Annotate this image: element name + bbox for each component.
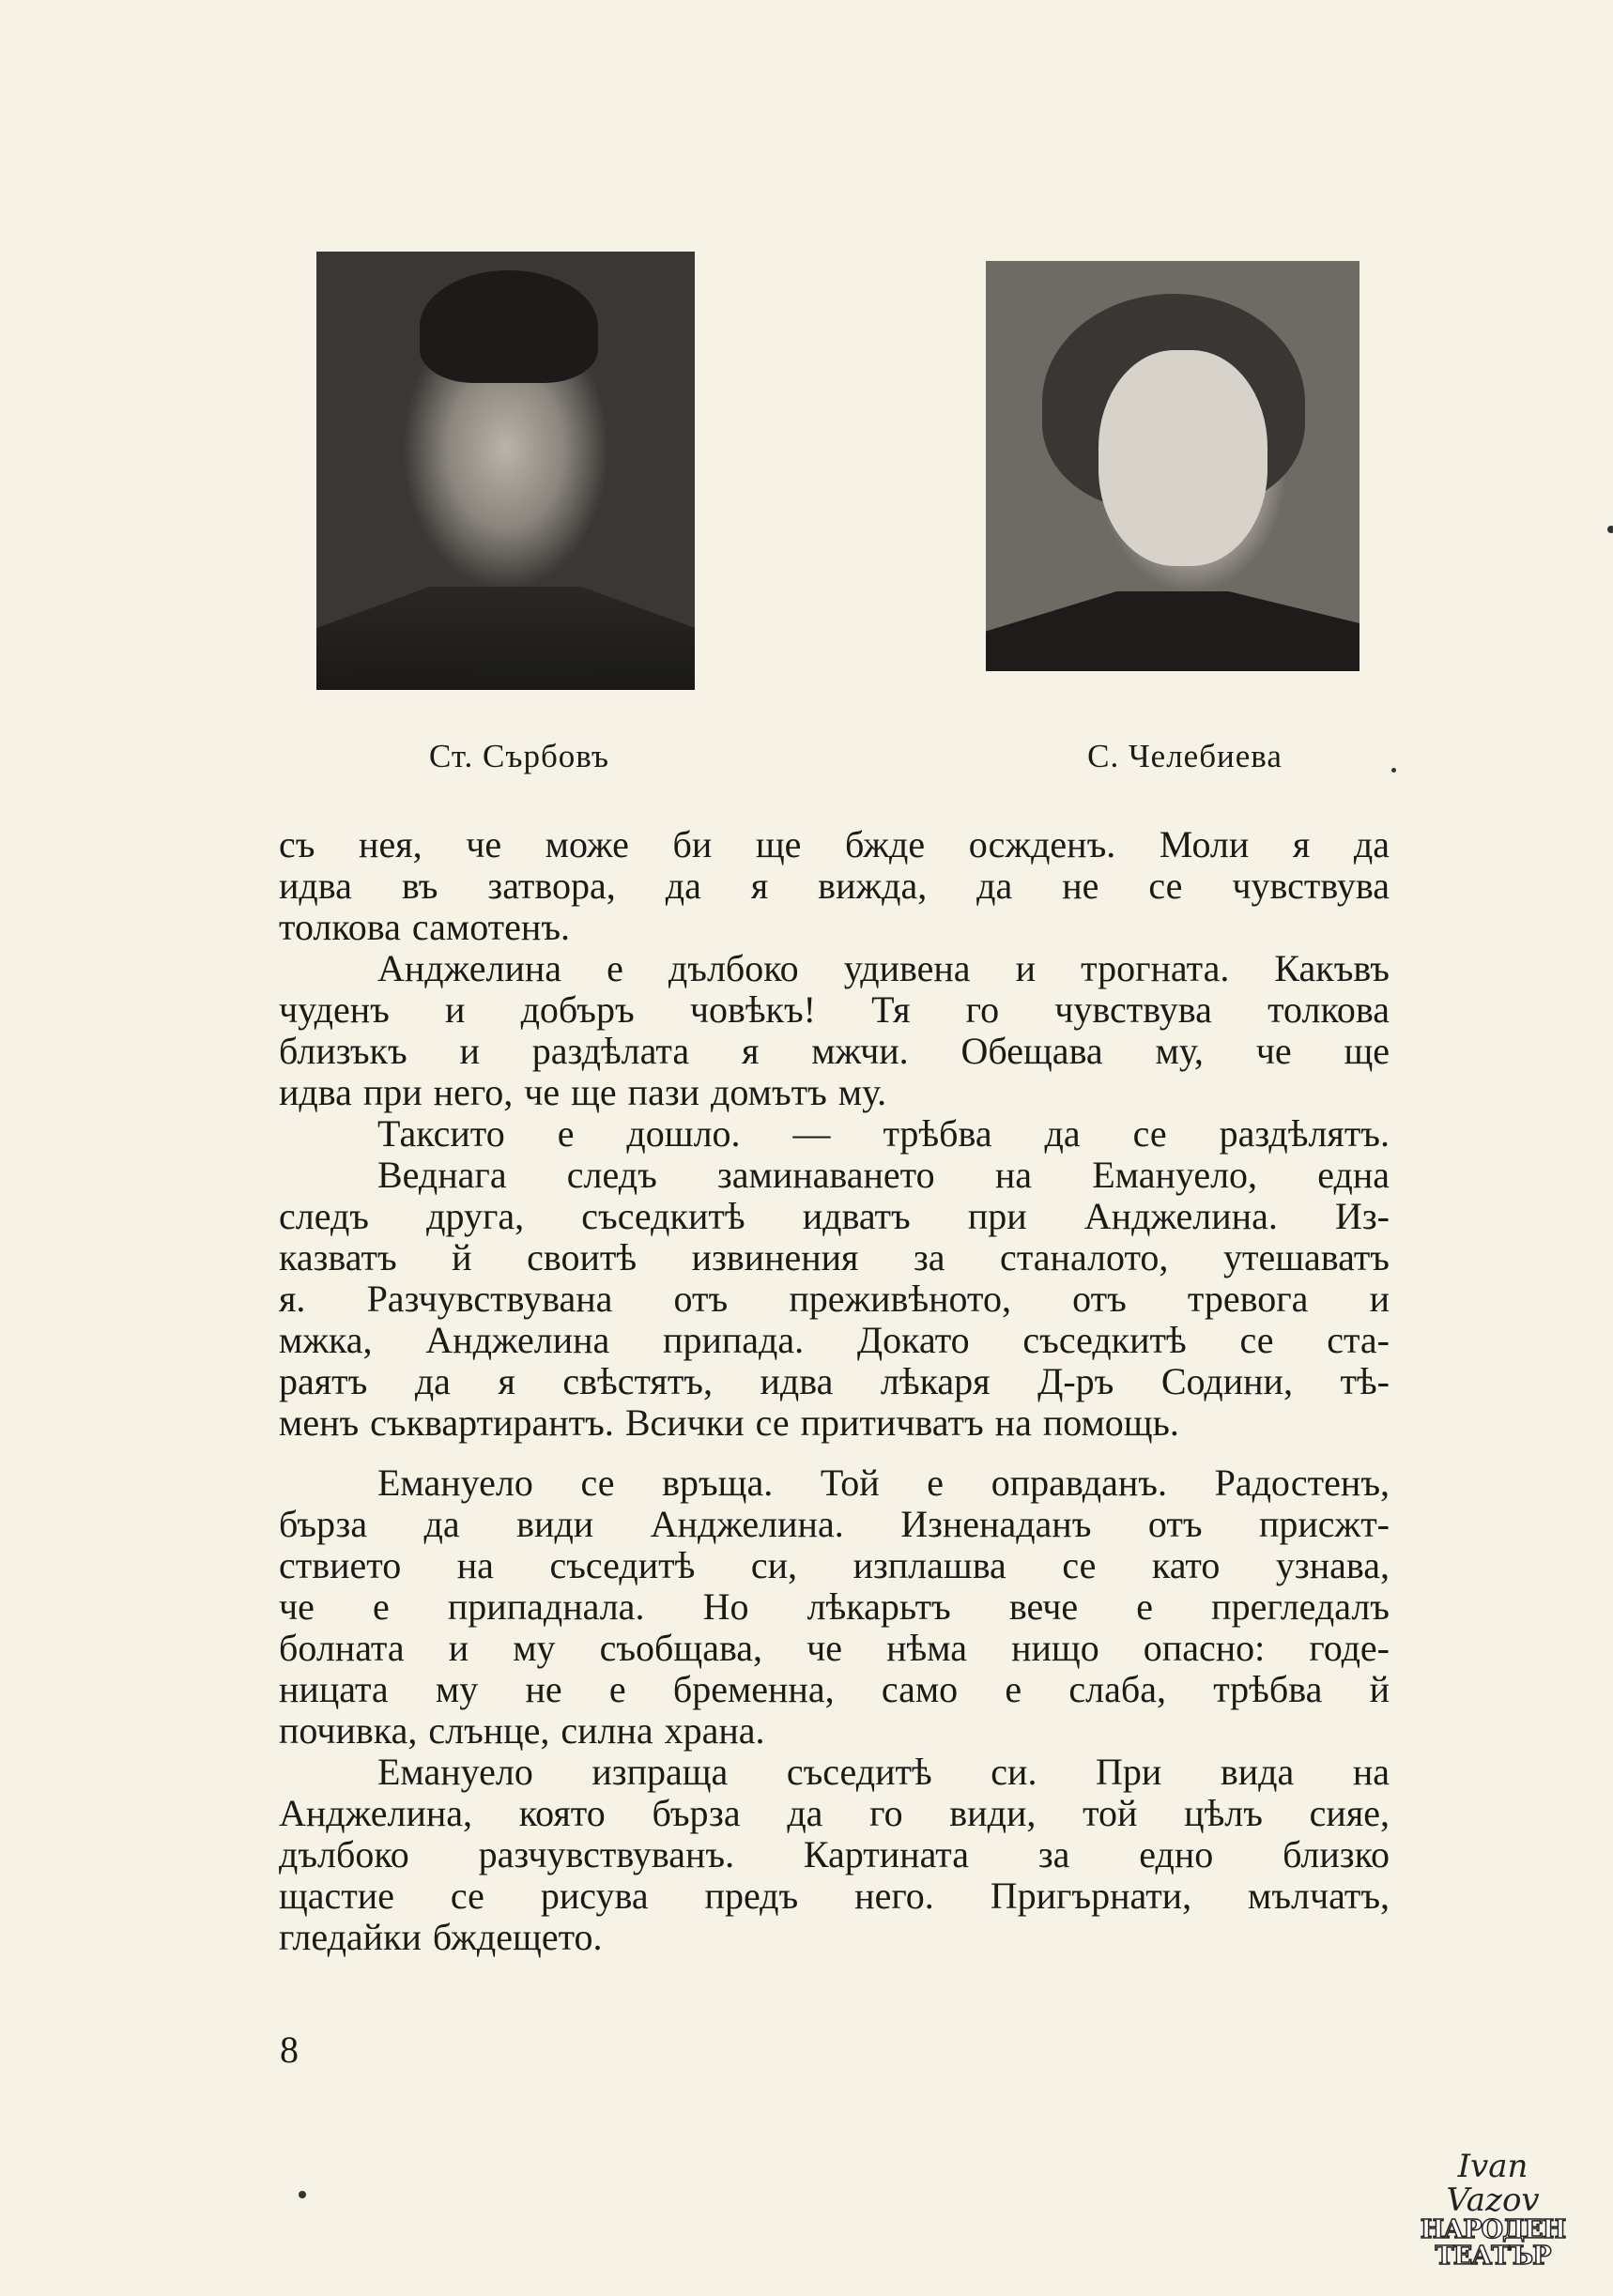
logo-signature: Ivan Vazov bbox=[1446, 2148, 1540, 2219]
text-line: Веднага следъ заминаването на Емануело, една bbox=[377, 1154, 1390, 1196]
scan-speck bbox=[299, 2191, 306, 2198]
paragraph bbox=[279, 948, 1390, 1113]
paragraph bbox=[279, 1752, 1390, 1958]
text-line: дълбоко разчувствуванъ. Картината за едно близко bbox=[279, 1833, 1390, 1875]
logo-line-1: НАРОДЕН bbox=[1420, 2215, 1566, 2244]
text-line: ствието на съседитѣ си, изплашва се като узнава, bbox=[279, 1544, 1390, 1586]
text-line: почивка, слънце, силна храна. bbox=[279, 1709, 765, 1752]
text-line: чуденъ и добъръ човѣкъ! Тя го чувствува толкова bbox=[279, 988, 1390, 1031]
text-line: следъ друга, съседкитѣ идватъ при Анджелина. Из- bbox=[279, 1195, 1390, 1237]
text-line: гледайки бждещето. bbox=[279, 1916, 603, 1958]
paragraph bbox=[279, 1155, 1390, 1444]
text-line: ницата му не е бременна, само е слаба, трѣбва й bbox=[279, 1668, 1390, 1710]
text-line: болната и му съобщава, че нѣма нищо опасно: годе- bbox=[279, 1627, 1390, 1669]
logo-line-2: ТЕАТЪР bbox=[1435, 2242, 1551, 2271]
portrait-photo-sarbov bbox=[316, 252, 695, 690]
paragraph-gap bbox=[279, 1444, 1390, 1462]
text-line: идва при него, че ще пази домътъ му. bbox=[279, 1071, 887, 1113]
text-line: близъкъ и раздѣлата я мжчи. Обещава му, че ще bbox=[279, 1030, 1390, 1072]
portrait-face bbox=[1098, 350, 1267, 566]
text-line: Емануело изпраща съседитѣ си. При вида на bbox=[377, 1751, 1390, 1793]
text-line: мжка, Анджелина припада. Докато съседкитѣ се ста- bbox=[279, 1319, 1390, 1361]
paragraph bbox=[279, 1113, 1390, 1155]
text-line: раятъ да я свѣстятъ, идва лѣкаря Д-ръ Содини, тѣ- bbox=[279, 1360, 1390, 1402]
portrait-suit bbox=[316, 587, 695, 690]
scan-speck bbox=[1607, 526, 1613, 533]
text-line: Анджелина, която бърза да го види, той цѣлъ сияе, bbox=[279, 1792, 1390, 1834]
text-line: толкова самотенъ. bbox=[279, 906, 571, 948]
text-line: менъ съквартирантъ. Всички се притичватъ на помощь. bbox=[279, 1401, 1179, 1444]
paragraph bbox=[279, 1462, 1390, 1752]
photo-caption: Ст. Сърбовъ bbox=[428, 738, 610, 774]
text-line: щастие се рисува предъ него. Пригърнати, мълчатъ, bbox=[279, 1875, 1390, 1917]
text-line: Анджелина е дълбоко удивена и трогната. Какъвъ bbox=[377, 947, 1390, 989]
national-theatre-logo bbox=[1408, 2150, 1577, 2270]
text-line: я. Разчувствувана отъ преживѣното, отъ тревога и bbox=[279, 1278, 1390, 1320]
body-text bbox=[279, 824, 1390, 1958]
page-number: 8 bbox=[280, 2028, 299, 2071]
text-line: Емануело се връща. Той е оправданъ. Радостенъ, bbox=[377, 1462, 1390, 1504]
text-line: че е припаднала. Но лѣкарьтъ вече е прегледалъ bbox=[279, 1585, 1390, 1628]
portrait-photo-chelebieva bbox=[986, 261, 1360, 671]
text-line: Таксито е дошло. — трѣбва да се раздѣлятъ. bbox=[377, 1112, 1390, 1155]
text-line: идва въ затвора, да я вижда, да не се чувствува bbox=[279, 865, 1390, 907]
text-line: съ нея, че може би ще бжде осжденъ. Моли я да bbox=[279, 823, 1390, 865]
text-line: казватъ й своитѣ извинения за станалото, утешаватъ bbox=[279, 1236, 1390, 1278]
text-line: бърза да види Анджелина. Изненаданъ отъ присжт- bbox=[279, 1503, 1390, 1545]
paragraph bbox=[279, 824, 1390, 948]
portrait-jacket bbox=[986, 591, 1360, 671]
portrait-hair bbox=[420, 270, 598, 383]
photo-caption: С. Челебиева bbox=[1087, 738, 1283, 774]
scan-speck bbox=[1391, 768, 1396, 773]
